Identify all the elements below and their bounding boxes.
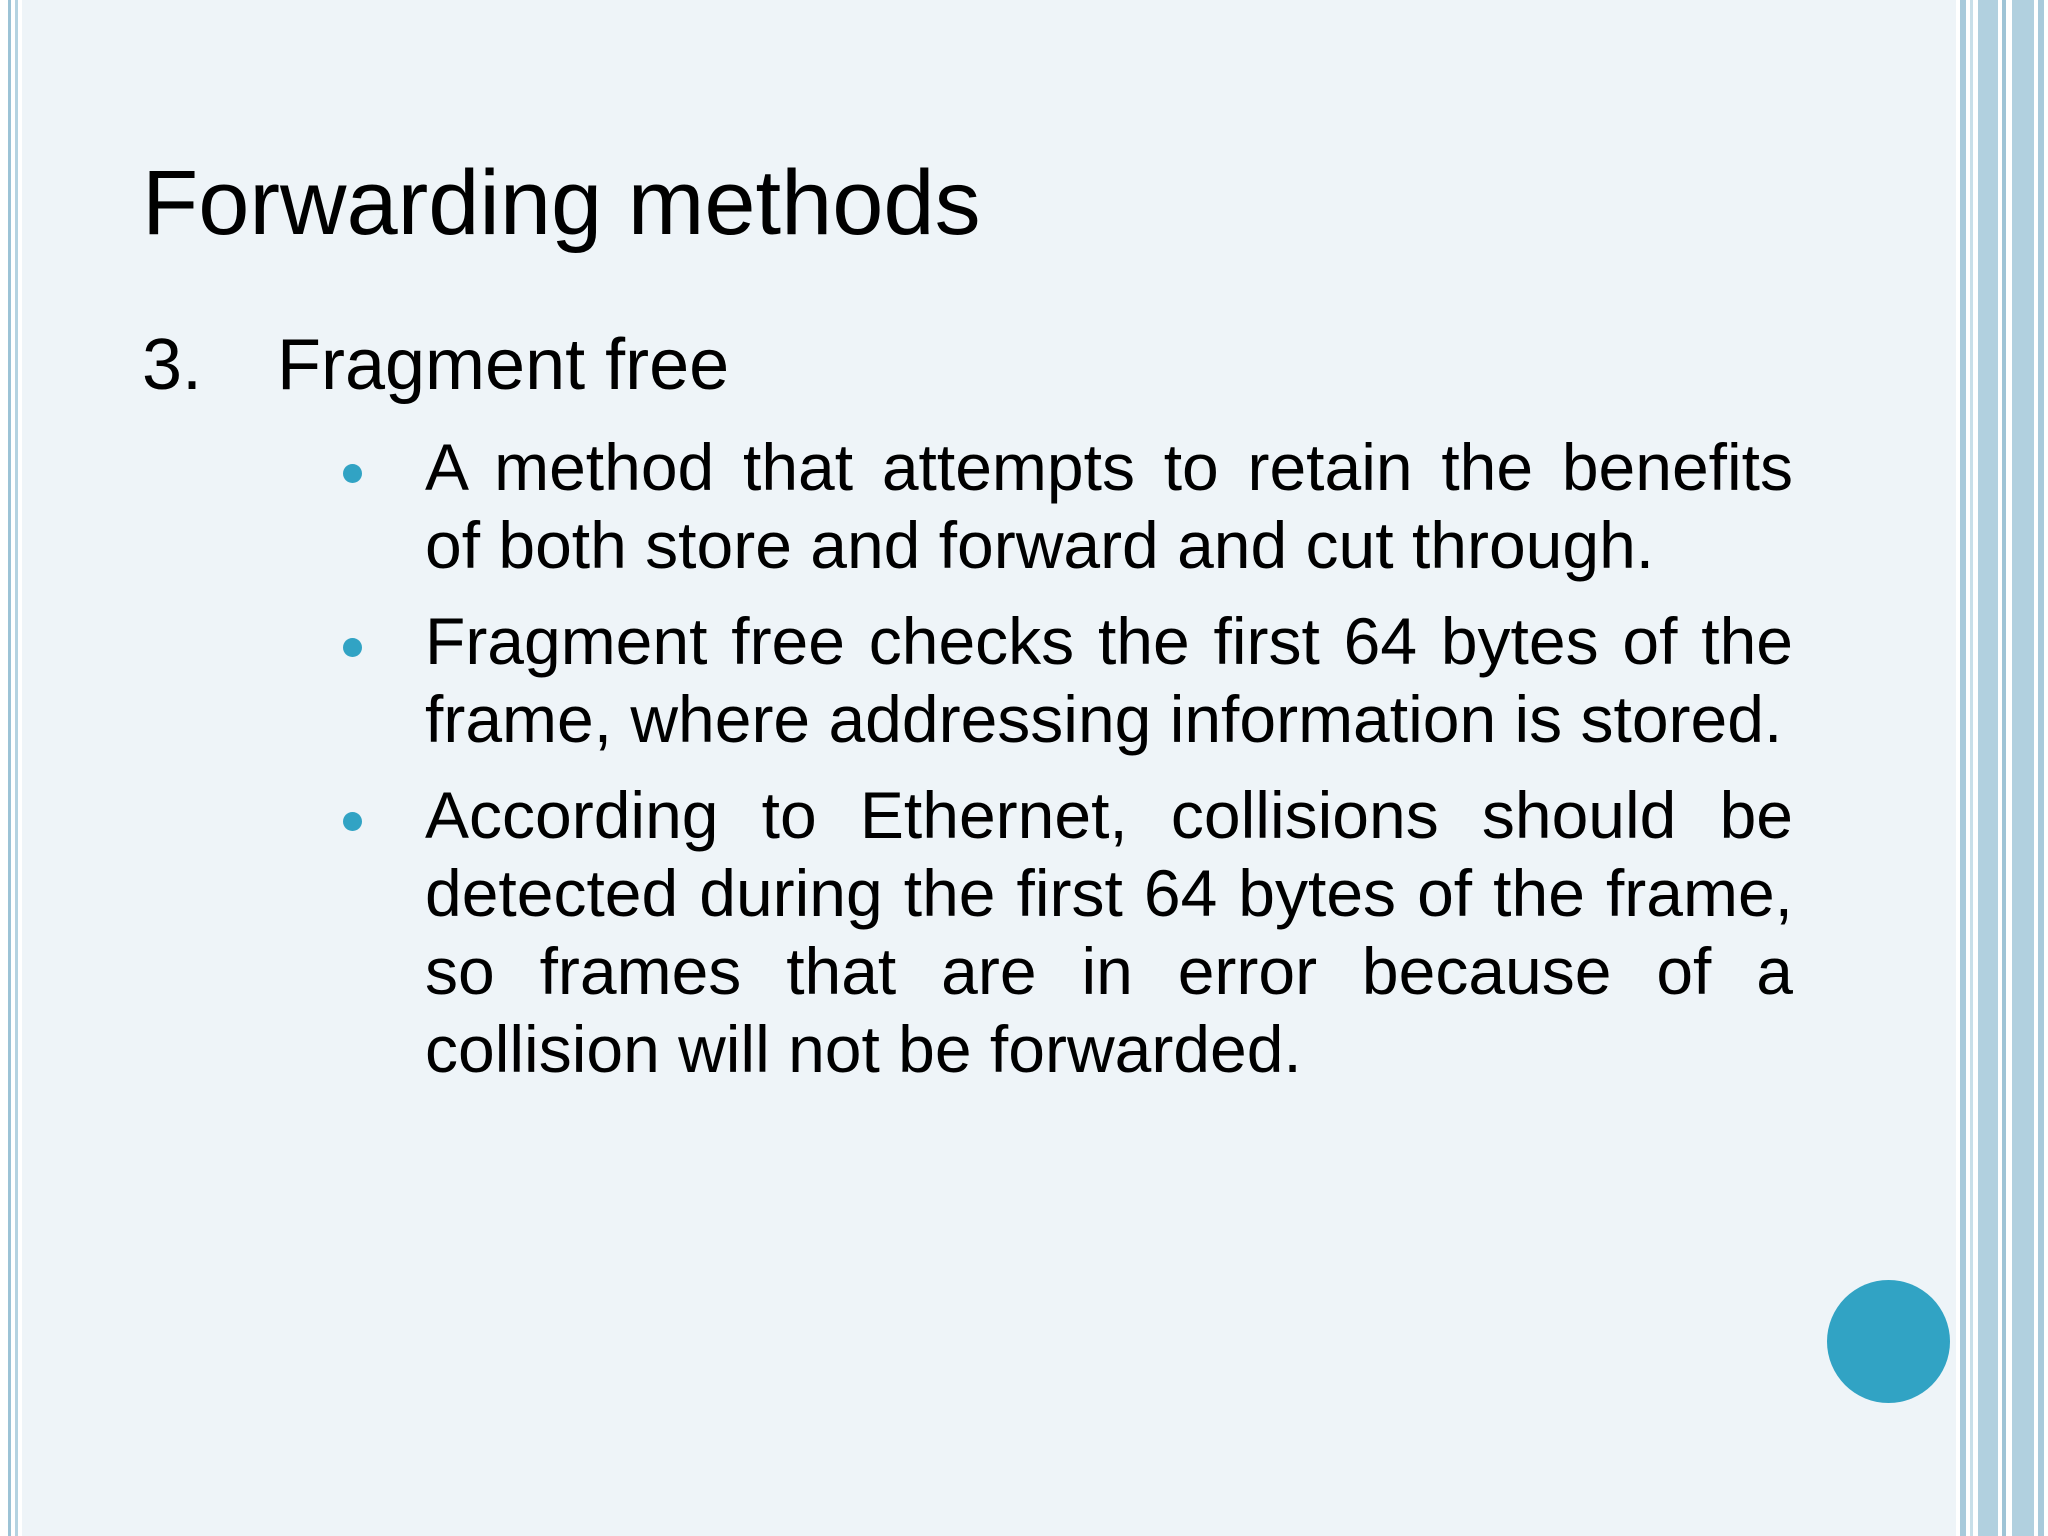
item-heading: Fragment free: [277, 325, 730, 405]
numbered-heading: [142, 322, 729, 408]
stripe: [1978, 0, 1998, 1536]
bullet-item: [343, 428, 1793, 584]
bullet-item: [343, 602, 1793, 758]
stripe: [2038, 0, 2044, 1536]
decorative-circle: [1827, 1280, 1950, 1403]
right-stripes-decoration: [1956, 0, 2048, 1536]
item-number: 3.: [142, 325, 203, 405]
bullet-item: [343, 776, 1793, 1088]
stripe: [1960, 0, 1966, 1536]
stripe: [2002, 0, 2006, 1536]
bullet-dot-icon: [343, 812, 362, 831]
left-border-line: [15, 0, 18, 1536]
bullet-dot-icon: [343, 638, 362, 657]
bullet-text: Fragment free checks the first 64 bytes of the frame, where addressing information is stored.: [425, 604, 1793, 756]
bullet-dot-icon: [343, 464, 362, 483]
left-border-decoration: [0, 0, 22, 1536]
left-border-line: [8, 0, 11, 1536]
bullet-list: [343, 428, 1793, 1106]
stripe: [2012, 0, 2034, 1536]
stripe: [1970, 0, 1973, 1536]
bullet-text: A method that attempts to retain the benefits of both store and forward and cut through.: [425, 430, 1793, 582]
slide-title: Forwarding methods: [142, 152, 981, 254]
bullet-text: According to Ethernet, collisions should be detected during the first 64 bytes of the frame, so frames that are in error because of a collision will not be forwarded.: [425, 778, 1793, 1086]
